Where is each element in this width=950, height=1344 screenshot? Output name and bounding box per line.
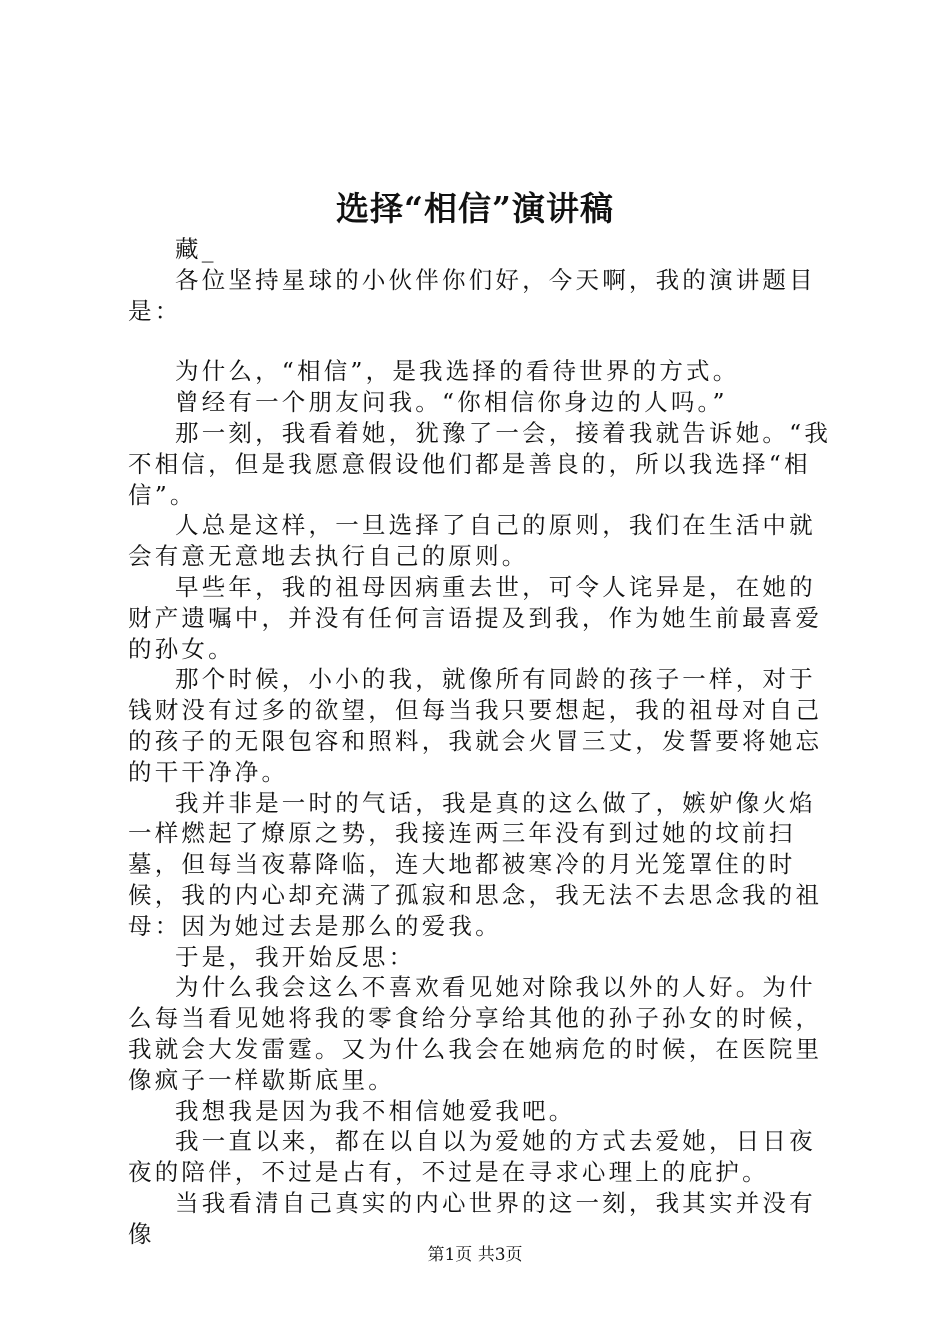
paragraph: 曾经有一个朋友问我。“你相信你身边的人吗。” [175, 388, 728, 417]
page-footer: 第1页 共3页 [427, 1245, 523, 1265]
document-body [128, 234, 840, 1250]
paragraph: 那一刻，我看着她，犹豫了一会，接着我就告诉她。“我不相信，但是我愿意假设他们都是善良的，所以我选择“相信”。 [128, 418, 832, 509]
paragraph: 我一直以来，都在以自以为爱她的方式去爱她，日日夜夜的陪伴，不过是占有，不过是在寻求心理上的庇护。 [128, 1127, 816, 1187]
paragraph: 那个时候，小小的我，就像所有同龄的孩子一样，对于钱财没有过多的欲望，但每当我只要想起，我的祖母对自己的孩子的无限包容和照料，我就会火冒三丈，发誓要将她忘的干干净净。 [128, 665, 823, 786]
paragraph: 于是，我开始反思： [175, 942, 416, 971]
paragraph: 人总是这样，一旦选择了自己的原则，我们在生活中就会有意无意地去执行自己的原则。 [128, 511, 816, 571]
blank-line [128, 326, 840, 356]
paragraph: 为什么，“相信”，是我选择的看待世界的方式。 [175, 357, 740, 386]
paragraph: 当我看清自己真实的内心世界的这一刻，我其实并没有像 [128, 1188, 816, 1248]
document-title: 选择“相信”演讲稿 [336, 189, 614, 228]
paragraph: 藏_ [175, 235, 217, 263]
paragraph: 各位坚持星球的小伙伴你们好，今天啊，我的演讲题目是： [128, 265, 816, 325]
paragraph: 我并非是一时的气话，我是真的这么做了，嫉妒像火焰一样燃起了燎原之势，我接连两三年没有到过她的坟前扫墓，但每当夜幕降临，连大地都被寒冷的月光笼罩住的时候，我的内心却充满了孤寂和思念，我无法不去思念我的祖母：因为她过去是那么的爱我。 [128, 788, 823, 940]
paragraph: 为什么我会这么不喜欢看见她对除我以外的人好。为什么每当看见她将我的零食给分享给其他的孙子孙女的时候，我就会大发雷霆。又为什么我会在她病危的时候，在医院里像疯子一样歇斯底里。 [128, 973, 823, 1094]
paragraph: 我想我是因为我不相信她爱我吧。 [175, 1096, 576, 1125]
paragraph: 早些年，我的祖母因病重去世，可令人诧异是，在她的财产遗嘱中，并没有任何言语提及到我，作为她生前最喜爱的孙女。 [128, 572, 823, 663]
